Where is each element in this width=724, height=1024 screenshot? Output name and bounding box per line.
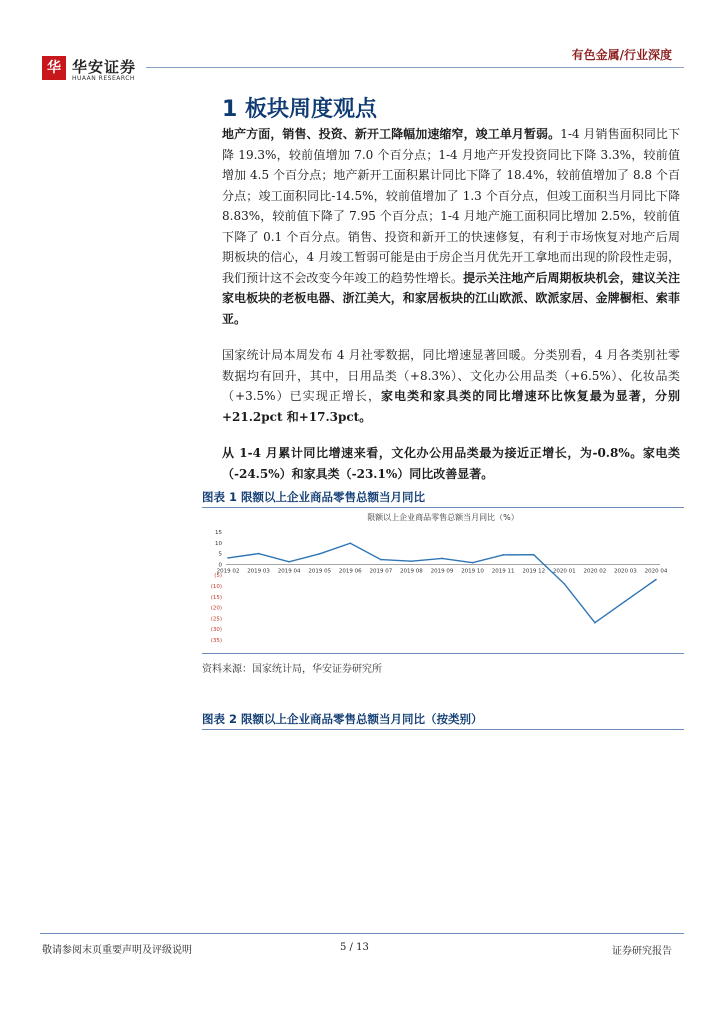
paragraph-text: 国家统计局本周发布 4 月社零数据，同比增速显著回暖。分类别看，4 月各类别社零数据均有回升，其中，日用品类（+8.3%）、文化办公用品类（+6.5%）、化妆品类（+3.5%）已实现正增长， xyxy=(222,348,680,403)
report-category: 有色金属/行业深度 xyxy=(571,48,672,62)
page-number: 5 / 13 xyxy=(340,942,369,953)
x-tick-label: 2019 08 xyxy=(400,568,423,575)
report-type: 证券研究报告 xyxy=(612,946,672,957)
y-tick-label: 15 xyxy=(215,530,222,536)
paragraph-text: 1-4 月销售面积同比下降 19.3%，较前值增加 7.0 个百分点；1-4 月地产开发投资同比下降 3.3%，较前值增加 4.5 个百分点；地产新开工面积累计同比下降了 18.4%，较前值增加了 8.8 个百分点；竣工面积同比-14.5%，较前值增加了 1.3 个百分点，但竣工面积当月同比下降 8.83%，较前值下降了 7.95 个百分点；1-4 月地产施工面积同比增加 2.5%，较前值下降了 0.1 个百分点。销售、投资和新开工的快速修复，有利于市场恢复对地产后周期板块的信心，4 月竣工暂弱可能是由于房企当月优先开工拿地而出现的阶段性走弱，我们预计这不会改变今年竣工的趋势性增长。 xyxy=(222,127,680,285)
footer-disclaimer: 敬请参阅末页重要声明及评级说明 xyxy=(42,945,192,956)
data-point xyxy=(349,542,351,544)
paragraph-real-estate xyxy=(222,124,680,329)
data-point xyxy=(258,553,260,555)
y-tick-label: (5) xyxy=(214,573,222,580)
y-tick-label: (25) xyxy=(210,616,222,623)
data-point xyxy=(380,559,382,561)
logo-chinese-name: 华安证券 xyxy=(72,58,137,76)
figure2-title: 图表 2 限额以上企业商品零售总额当月同比（按类别） xyxy=(202,712,483,726)
data-point xyxy=(533,554,535,556)
x-tick-label: 2019 05 xyxy=(308,568,332,575)
chart-title: 限额以上企业商品零售总额当月同比（%） xyxy=(367,513,519,522)
data-point xyxy=(411,560,413,562)
data-point xyxy=(625,600,627,602)
figure1-bottom-rule xyxy=(202,653,684,654)
y-tick-label: (20) xyxy=(210,605,222,612)
figure2-top-rule xyxy=(202,729,684,730)
figure1-top-rule xyxy=(202,507,684,508)
data-point xyxy=(227,557,229,559)
paragraph-summary-bold: 从 1-4 月累计同比增速来看，文化办公用品类最为接近正增长，为-0.8%。家电类（-24.5%）和家具类（-23.1%）同比改善显著。 xyxy=(222,446,680,481)
footer-divider xyxy=(40,933,684,934)
y-tick-label: (10) xyxy=(210,584,222,590)
section-title: 1 板块周度观点 xyxy=(222,97,377,122)
x-tick-label: 2019 06 xyxy=(338,568,362,575)
data-point xyxy=(655,579,657,581)
retail-yoy-chart-svg xyxy=(202,510,684,650)
paragraph-cumulative xyxy=(222,443,680,484)
y-tick-label: (15) xyxy=(210,594,222,601)
data-point xyxy=(319,553,321,555)
data-point xyxy=(563,583,565,585)
figure1-title: 图表 1 限额以上企业商品零售总额当月同比 xyxy=(202,490,426,504)
y-tick-label: 5 xyxy=(218,551,222,558)
company-logo xyxy=(42,56,142,86)
paragraph-lead-bold: 地产方面，销售、投资、新开工降幅加速缩窄，竣工单月暂弱。 xyxy=(222,127,561,141)
paragraph-retail xyxy=(222,345,680,427)
x-tick-label: 2019 10 xyxy=(461,568,484,575)
x-tick-label: 2019 03 xyxy=(247,568,270,575)
y-tick-label: 10 xyxy=(215,540,222,547)
logo-english-name: HUAAN RESEARCH xyxy=(72,75,135,82)
x-tick-label: 2019 12 xyxy=(522,568,546,575)
logo-mark: 华 xyxy=(42,56,66,80)
x-tick-label: 2020 03 xyxy=(614,568,637,575)
body-text xyxy=(222,124,680,500)
data-point xyxy=(594,622,596,624)
series-line xyxy=(228,543,656,623)
x-tick-label: 2019 11 xyxy=(491,568,515,575)
data-point xyxy=(288,561,290,563)
figure1-source: 资料来源：国家统计局，华安证券研究所 xyxy=(202,664,382,675)
paragraph-recommendation-bold: 提示关注地产后周期板块机会，建议关注家电板块的老板电器、浙江美大，和家居板块的江山欧派、欧派家居、金牌橱柜、索菲亚。 xyxy=(222,270,680,326)
data-point xyxy=(502,554,504,556)
x-tick-label: 2020 01 xyxy=(552,568,576,575)
header-divider xyxy=(146,67,684,68)
paragraph-highlight-bold: 家电类和家具类的同比增速环比恢复最为显著，分别+21.2pct 和+17.3pct。 xyxy=(222,389,680,424)
x-tick-label: 2019 09 xyxy=(430,568,454,575)
y-tick-label: (30) xyxy=(210,627,222,634)
data-point xyxy=(472,562,474,564)
x-tick-label: 2019 04 xyxy=(277,568,301,575)
x-tick-label: 2019 02 xyxy=(216,568,240,575)
retail-yoy-chart xyxy=(202,510,684,650)
y-tick-label: (35) xyxy=(210,638,222,644)
x-tick-label: 2019 07 xyxy=(369,568,393,575)
data-point xyxy=(441,558,443,560)
x-tick-label: 2020 04 xyxy=(644,568,668,575)
y-tick-label: 0 xyxy=(218,562,222,569)
x-tick-label: 2020 02 xyxy=(583,568,607,575)
